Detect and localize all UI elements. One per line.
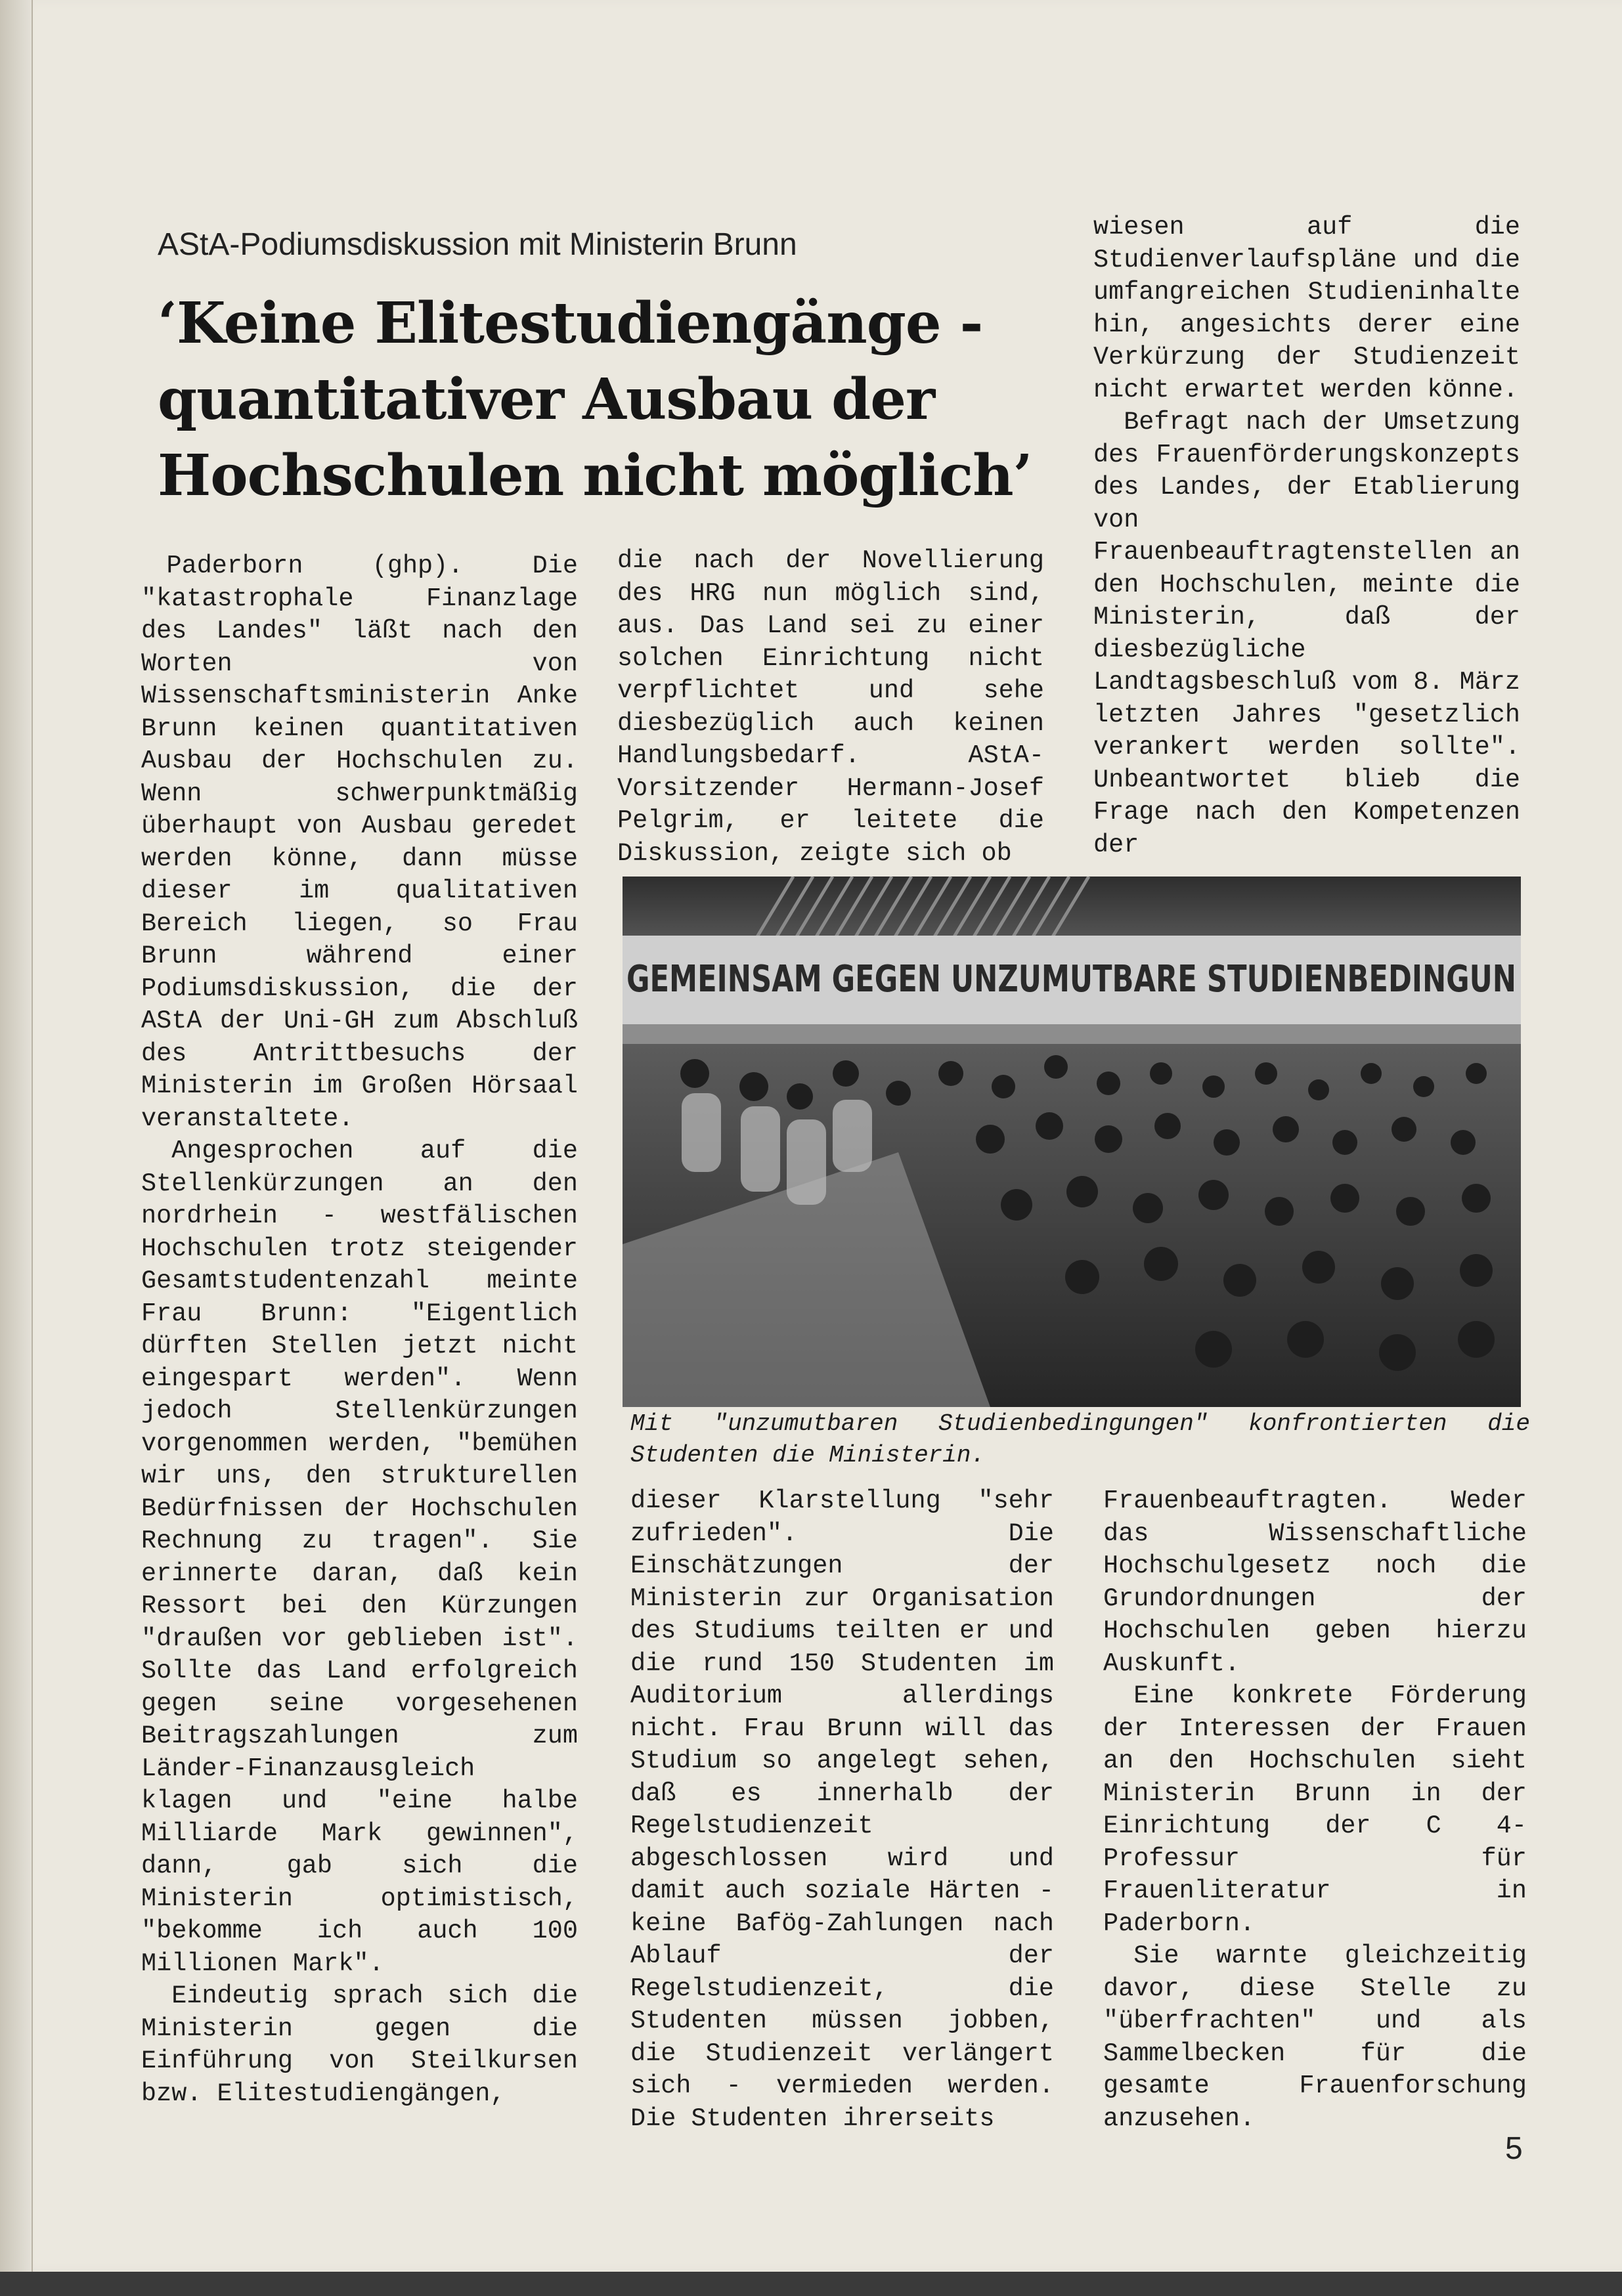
article-column-2-top [617,545,1044,870]
paragraph: Frauenbeauftragten. Weder das Wissenschaftliche Hochschulgesetz noch die Grundordnungen der Hochschulen geben hierzu Auskunft. [1103,1486,1527,1678]
paragraph: Eine konkrete Förderung der Interessen der Frauen an den Hochschulen sieht Ministerin Brunn in der Einrichtung der C 4-Professur für Frauenliteratur in Paderborn. [1103,1681,1527,1938]
paragraph: die nach der Novellierung des HRG nun möglich sind, aus. Das Land sei zu einer solchen Einrichtung nicht verpflichtet und sehe diesbezüglich auch keinen Handlungsbedarf. AStA-Vorsitzender Hermann-Josef Pelgrim, er leitete die Diskussion, zeigte sich ob [617,546,1044,868]
photo-caption: Mit "unzumutbaren Studienbedingungen" konfrontierten die Studenten die Ministerin. [630,1410,1530,1469]
headline-line: ‘Keine Elitestudiengänge - [158,290,983,357]
banner-text: GEMEINSAM GEGEN UNZUMUTBARE STUDIENBEDINGUN [626,958,1516,1001]
photo-illustration [623,877,1521,1407]
article-column-2-bottom [630,1485,1054,2135]
paragraph: Angesprochen auf die Stellenkürzungen an den nordrhein - westfälischen Hochschulen trotz steigender Gesamtstudentenzahl meinte Frau Brunn: "Eigentlich dürften Stellen jetzt nicht eingespart werden". Wenn jedoch Stellenkürzungen vorgenommen werden, "bemühen wir uns, den strukturellen Bedürfnissen der Hochschulen Rechnung zu tragen". Sie erinnerte daran, daß kein Ressort bei den Kürzungen "draußen vor geblieben ist". Sollte das Land erfolgreich gegen seine vorgesehenen Beitragszahlungen zum Länder-Finanzausgleich klagen und "eine halbe Milliarde Mark gewinnen", dann, gab sich die Ministerin optimistisch, "bekomme ich auch 100 Millionen Mark". [141,1137,578,1978]
article-kicker: AStA-Podiumsdiskussion mit Ministerin Brunn [158,227,797,262]
article-column-1 [141,550,578,2110]
paragraph: Eindeutig sprach sich die Ministerin gegen die Einführung von Steilkursen bzw. Elitestudiengängen, [141,1982,578,2108]
article-column-3-top [1093,211,1520,861]
headline-line: quantitativer Ausbau der [158,366,935,433]
paragraph: dieser Klarstellung "sehr zufrieden". Die Einschätzungen der Ministerin zur Organisation des Studiums teilten er und die rund 150 Studenten im Auditorium allerdings nicht. Frau Brunn will das Studium so angelegt sehen, daß es innerhalb der Regelstudienzeit abgeschlossen wird und damit auch soziale Härten - keine Bafög-Zahlungen nach Ablauf der Regelstudienzeit, die Studenten müssen jobben, die Studienzeit verlängert sich - vermieden werden. Die Studenten ihrerseits [630,1486,1054,2133]
article-headline [158,286,1032,514]
paragraph: Sie warnte gleichzeitig davor, diese Stelle zu "überfrachten" und als Sammelbecken für die gesamte Frauenforschung anzusehen. [1103,1941,1527,2133]
lecture-hall-photo [623,877,1521,1407]
page-binding [0,0,33,2272]
page-number: 5 [1505,2131,1523,2166]
headline-line: Hochschulen nicht möglich’ [158,443,1032,509]
paragraph: Befragt nach der Umsetzung des Frauenförderungskonzepts des Landes, der Etablierung von Frauenbeauftragtenstellen an den Hochschulen, meinte die Ministerin, daß der diesbezügliche Landtagsbeschluß vom 8. März letzten Jahres "gesetzlich verankert werden sollte". Unbeantwortet blieb die Frage nach den Kompetenzen der [1093,408,1520,859]
paragraph: Paderborn (ghp). Die "katastrophale Finanzlage des Landes" läßt nach den Worten von Wissenschaftsministerin Anke Brunn keinen quantitativen Ausbau der Hochschulen zu. Wenn schwerpunktmäßig überhaupt von Ausbau geredet werden könne, dann müsse dieser im qualitativen Bereich liegen, so Frau Brunn während einer Podiumsdiskussion, die der AStA der Uni-GH zum Abschluß des Antrittbesuchs der Ministerin im Großen Hörsaal veranstaltete. [141,552,578,1133]
article-column-3-bottom [1103,1485,1527,2135]
paragraph: wiesen auf die Studienverlaufspläne und die umfangreichen Studieninhalte hin, angesichts derer eine Verkürzung der Studienzeit nicht erwartet werden könne. [1093,213,1520,404]
